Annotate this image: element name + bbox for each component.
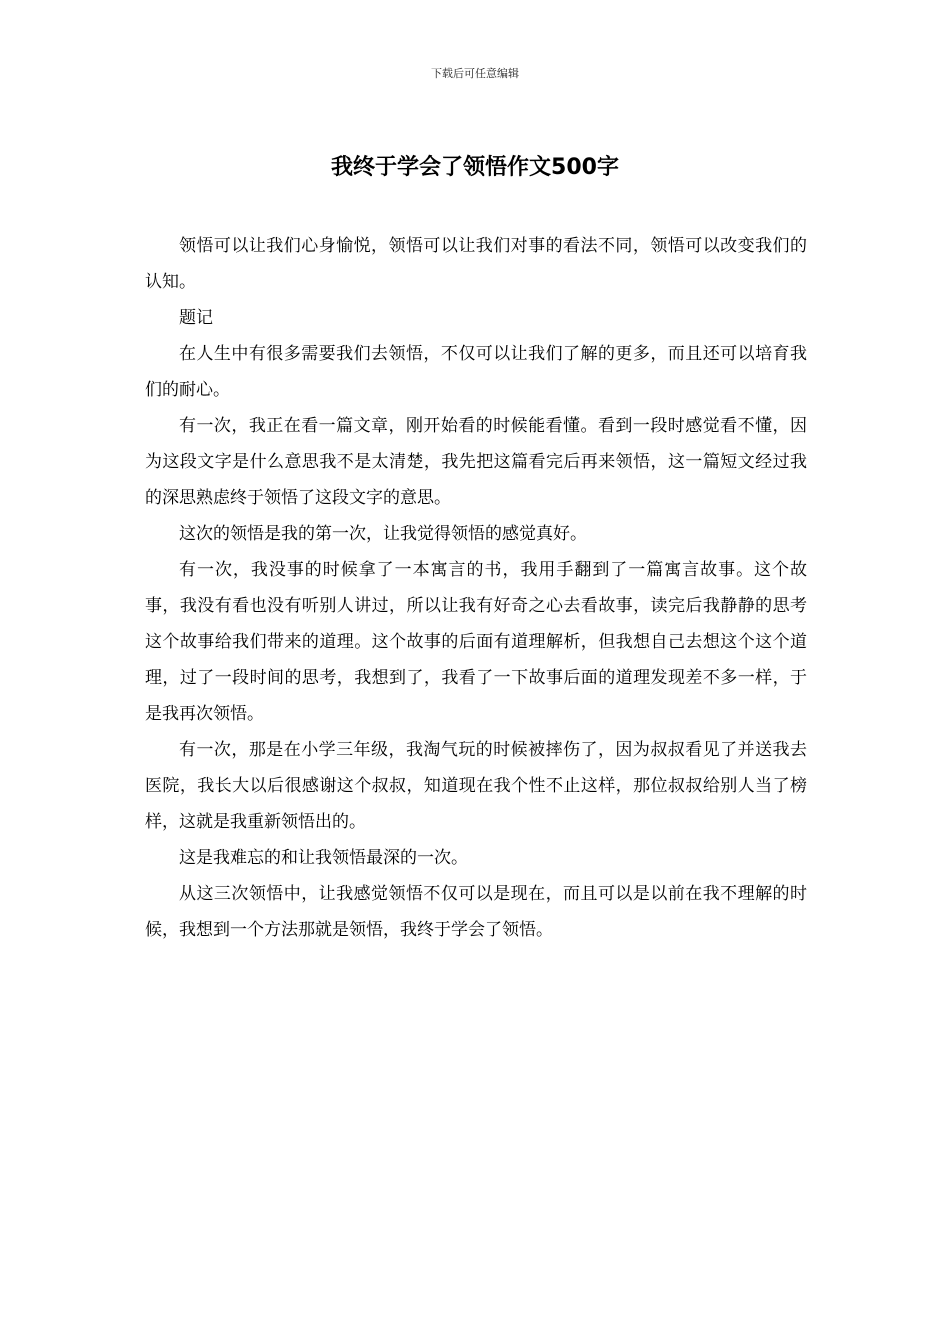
paragraph: 这次的领悟是我的第一次，让我觉得领悟的感觉真好。: [179, 524, 587, 544]
document-body: [145, 228, 807, 948]
document-title: 我终于学会了领悟作文500字: [331, 155, 619, 180]
paragraph-conclusion: 从这三次领悟中，让我感觉领悟不仅可以是现在，而且可以是以前在我不理解的时候，我想到一个方法那就是领悟，我终于学会了领悟。: [145, 884, 807, 940]
paragraph: 有一次，我正在看一篇文章，刚开始看的时候能看懂。看到一段时感觉看不懂，因为这段文字是什么意思我不是太清楚，我先把这篇看完后再来领悟，这一篇短文经过我的深思熟虑终于领悟了这段文字的意思。: [145, 416, 807, 508]
paragraph-intro: 领悟可以让我们心身愉悦，领悟可以让我们对事的看法不同，领悟可以改变我们的认知。: [145, 236, 807, 292]
paragraph: 有一次，那是在小学三年级，我淘气玩的时候被摔伤了，因为叔叔看见了并送我去医院，我长大以后很感谢这个叔叔，知道现在我个性不止这样，那位叔叔给别人当了榜样，这就是我重新领悟出的。: [145, 740, 807, 832]
paragraph: 有一次，我没事的时候拿了一本寓言的书，我用手翻到了一篇寓言故事。这个故事，我没有看也没有听别人讲过，所以让我有好奇之心去看故事，读完后我静静的思考这个故事给我们带来的道理。这个故事的后面有道理解析，但我想自己去想这个这个道理，过了一段时间的思考，我想到了，我看了一下故事后面的道理发现差不多一样，于是我再次领悟。: [145, 560, 807, 724]
paragraph: 在人生中有很多需要我们去领悟，不仅可以让我们了解的更多，而且还可以培育我们的耐心。: [145, 344, 807, 400]
paragraph-epigraph-label: 题记: [179, 308, 213, 328]
paragraph: 这是我难忘的和让我领悟最深的一次。: [179, 848, 468, 868]
header-note: 下载后可任意编辑: [431, 67, 519, 80]
